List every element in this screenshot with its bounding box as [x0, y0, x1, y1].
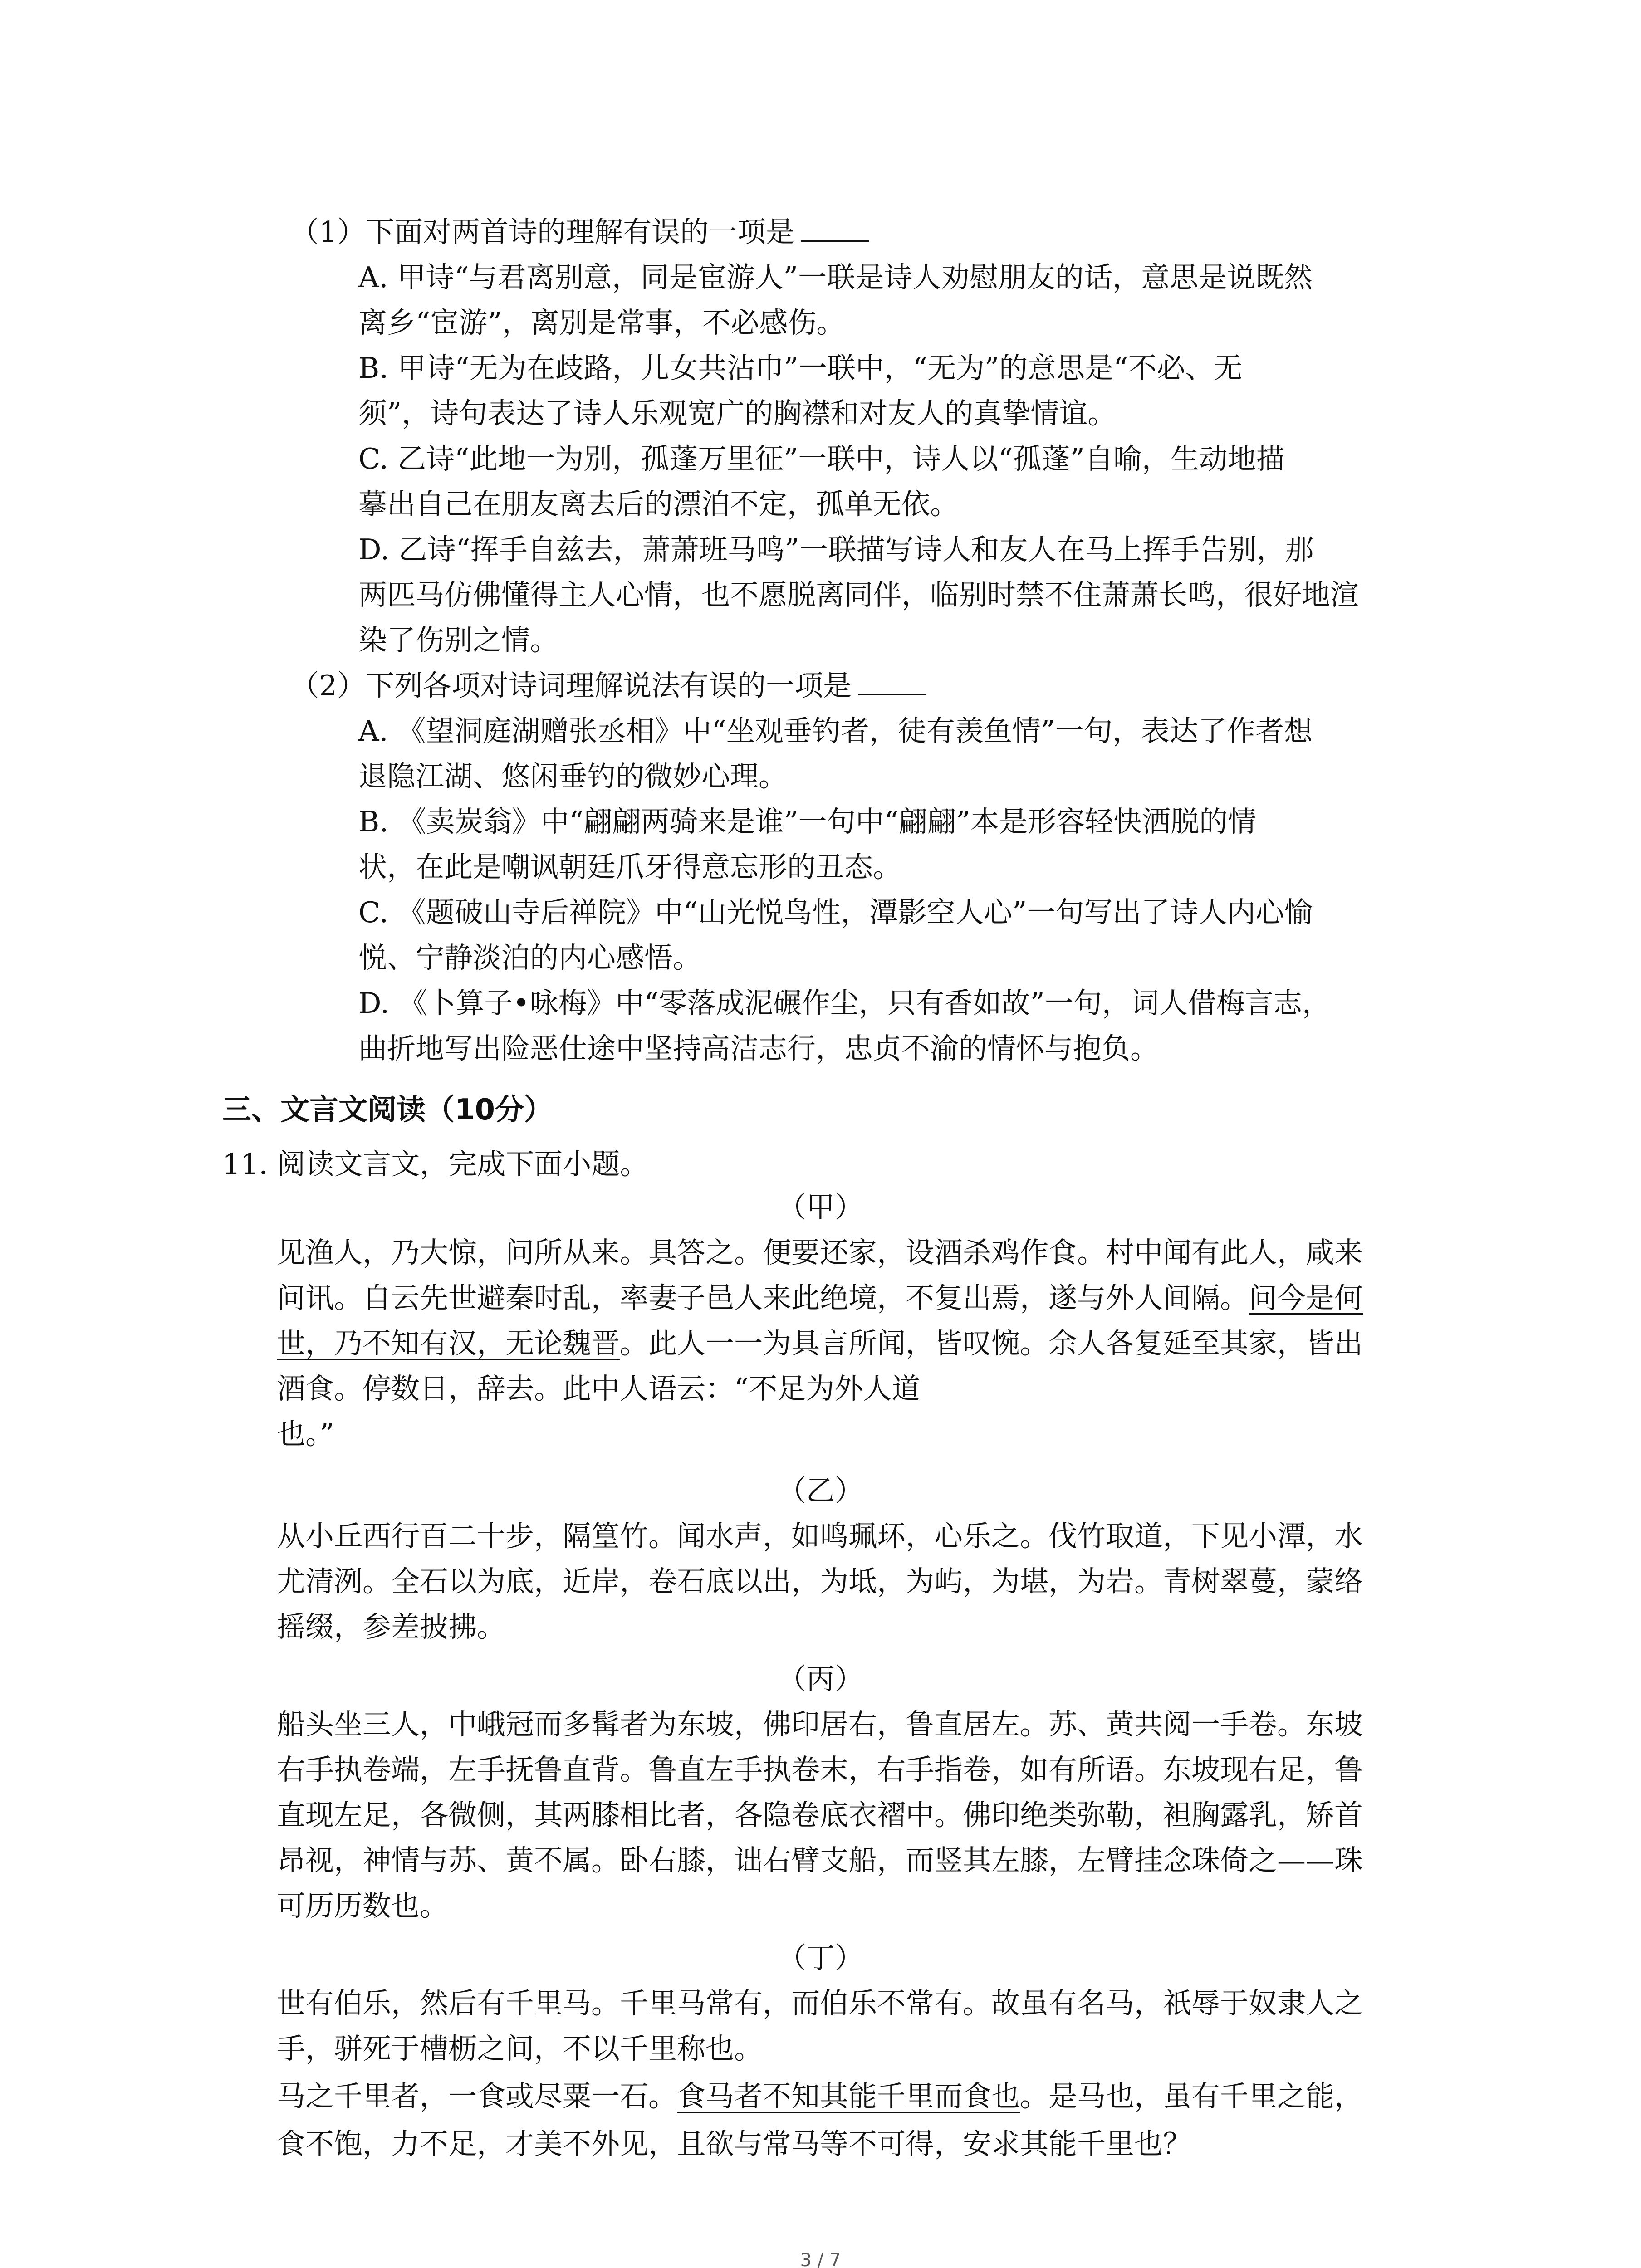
passage-bing-label: （丙）	[778, 1662, 863, 1696]
q2-option-d-cont: 曲折地写出险恶仕途中坚持高洁志行，忠贞不渝的情怀与抱负。	[358, 1032, 1159, 1065]
q1-option-d-cont: 两匹马仿佛懂得主人心情，也不愿脱离同伴，临别时禁不住萧萧长鸣，很好地渲	[358, 578, 1359, 611]
passage-jia-label: （甲）	[778, 1191, 863, 1224]
q2-option-b: B. 《卖炭翁》中“翩翩两骑来是谁”一句中“翩翩”本是形容轻快洒脱的情	[358, 805, 1257, 838]
passage-jia-line: 也。”	[277, 1418, 334, 1451]
section-3-heading: 三、文言文阅读（10分）	[222, 1093, 554, 1127]
q1-option-c-cont: 摹出自己在朋友离去后的漂泊不定，孤单无依。	[358, 488, 959, 521]
answer-blank	[801, 216, 869, 242]
passage-jia-line: 世，乃不知有汉，无论魏晋。此人一一为具言所闻，皆叹惋。余人各复延至其家，皆出	[277, 1327, 1363, 1360]
passage-yi-line: 摇缀，参差披拂。	[277, 1610, 505, 1643]
passage-ding-line: 世有伯乐，然后有千里马。千里马常有，而伯乐不常有。故虽有名马，祇辱于奴隶人之	[277, 1987, 1363, 2020]
passage-bing-line: 可历历数也。	[277, 1889, 448, 1922]
q1-option-c: C. 乙诗“此地一为别，孤蓬万里征”一联中，诗人以“孤蓬”自喻，生动地描	[358, 442, 1285, 475]
passage-ding-label: （丁）	[778, 1941, 863, 1975]
q2-option-c-cont: 悦、宁静淡泊的内心感悟。	[358, 941, 701, 974]
passage-ding-line: 食不饱，力不足，才美不外见，且欲与常马等不可得，安求其能千里也？	[277, 2127, 1191, 2160]
q2-option-c: C. 《题破山寺后禅院》中“山光悦鸟性，潭影空人心”一句写出了诗人内心愉	[358, 896, 1313, 929]
passage-yi-line: 尤清洌。全石以为底，近岸，卷石底以出，为坻，为屿，为堪，为岩。青树翠蔓，蒙络	[277, 1565, 1363, 1598]
page-number: 3 / 7	[800, 2250, 841, 2268]
q1-option-a: A. 甲诗“与君离别意，同是宦游人”一联是诗人劝慰朋友的话，意思是说既然	[358, 261, 1313, 294]
q2-option-a: A. 《望洞庭湖赠张丞相》中“坐观垂钓者，徒有羡鱼情”一句，表达了作者想	[358, 714, 1313, 748]
passage-jia-line: 问讯。自云先世避秦时乱，率妻子邑人来此绝境，不复出焉，遂与外人间隔。问今是何	[277, 1281, 1363, 1315]
answer-blank	[858, 670, 926, 695]
underlined-sentence: 食马者不知其能千里而食也	[677, 2080, 1020, 2113]
passage-yi-label: （乙）	[778, 1474, 863, 1507]
passage-bing-line: 直现左足，各微侧，其两膝相比者，各隐卷底衣褶中。佛印绝类弥勒，袒胸露乳，矫首	[277, 1799, 1363, 1832]
q1-option-d-cont2: 染了伤别之情。	[358, 624, 558, 657]
question-11-stem: 11. 阅读文言文，完成下面小题。	[222, 1148, 649, 1181]
passage-bing-line: 昂视，神情与苏、黄不属。卧右膝，诎右臂支船，而竖其左膝，左臂挂念珠倚之——珠	[277, 1844, 1363, 1877]
passage-yi-line: 从小丘西行百二十步，隔篁竹。闻水声，如鸣珮环，心乐之。伐竹取道，下见小潭，水	[277, 1520, 1363, 1553]
passage-ding-line: 手，骈死于槽枥之间，不以千里称也。	[277, 2032, 763, 2065]
passage-bing-line: 右手执卷端，左手抚鲁直背。鲁直左手执卷末，右手指卷，如有所语。东坡现右足，鲁	[277, 1753, 1363, 1786]
q2-option-a-cont: 退隐江湖、悠闲垂钓的微妙心理。	[358, 760, 787, 793]
underlined-sentence: 世，乃不知有汉，无论魏晋	[277, 1327, 620, 1360]
question-1-stem: （1）下面对两首诗的理解有误的一项是	[290, 210, 869, 255]
q1-option-d: D. 乙诗“挥手自兹去，萧萧班马鸣”一联描写诗人和友人在马上挥手告别，那	[358, 533, 1314, 566]
passage-jia-line: 见渔人，乃大惊，问所从来。具答之。便要还家，设酒杀鸡作食。村中闻有此人，咸来	[277, 1236, 1363, 1269]
q2-option-b-cont: 状，在此是嘲讽朝廷爪牙得意忘形的丑态。	[358, 850, 901, 884]
question-2-stem: （2）下列各项对诗词理解说法有误的一项是	[290, 663, 926, 709]
underlined-sentence: 问今是何	[1249, 1281, 1363, 1315]
q1-option-b: B. 甲诗“无为在歧路，儿女共沾巾”一联中，“无为”的意思是“不必、无	[358, 352, 1243, 385]
passage-ding-line: 马之千里者，一食或尽粟一石。食马者不知其能千里而食也。是马也，虽有千里之能，	[277, 2080, 1363, 2113]
passage-jia-line: 酒食。停数日，辞去。此中人语云：“不足为外人道	[277, 1372, 921, 1405]
passage-bing-line: 船头坐三人，中峨冠而多髯者为东坡，佛印居右，鲁直居左。苏、黄共阅一手卷。东坡	[277, 1708, 1363, 1741]
q1-option-b-cont: 须”，诗句表达了诗人乐观宽广的胸襟和对友人的真挚情谊。	[358, 397, 1117, 430]
q2-option-d: D. 《卜算子•咏梅》中“零落成泥碾作尘，只有香如故”一句，词人借梅言志，	[358, 987, 1331, 1020]
q1-option-a-cont: 离乡“宦游”，离别是常事，不必感伤。	[358, 306, 845, 339]
